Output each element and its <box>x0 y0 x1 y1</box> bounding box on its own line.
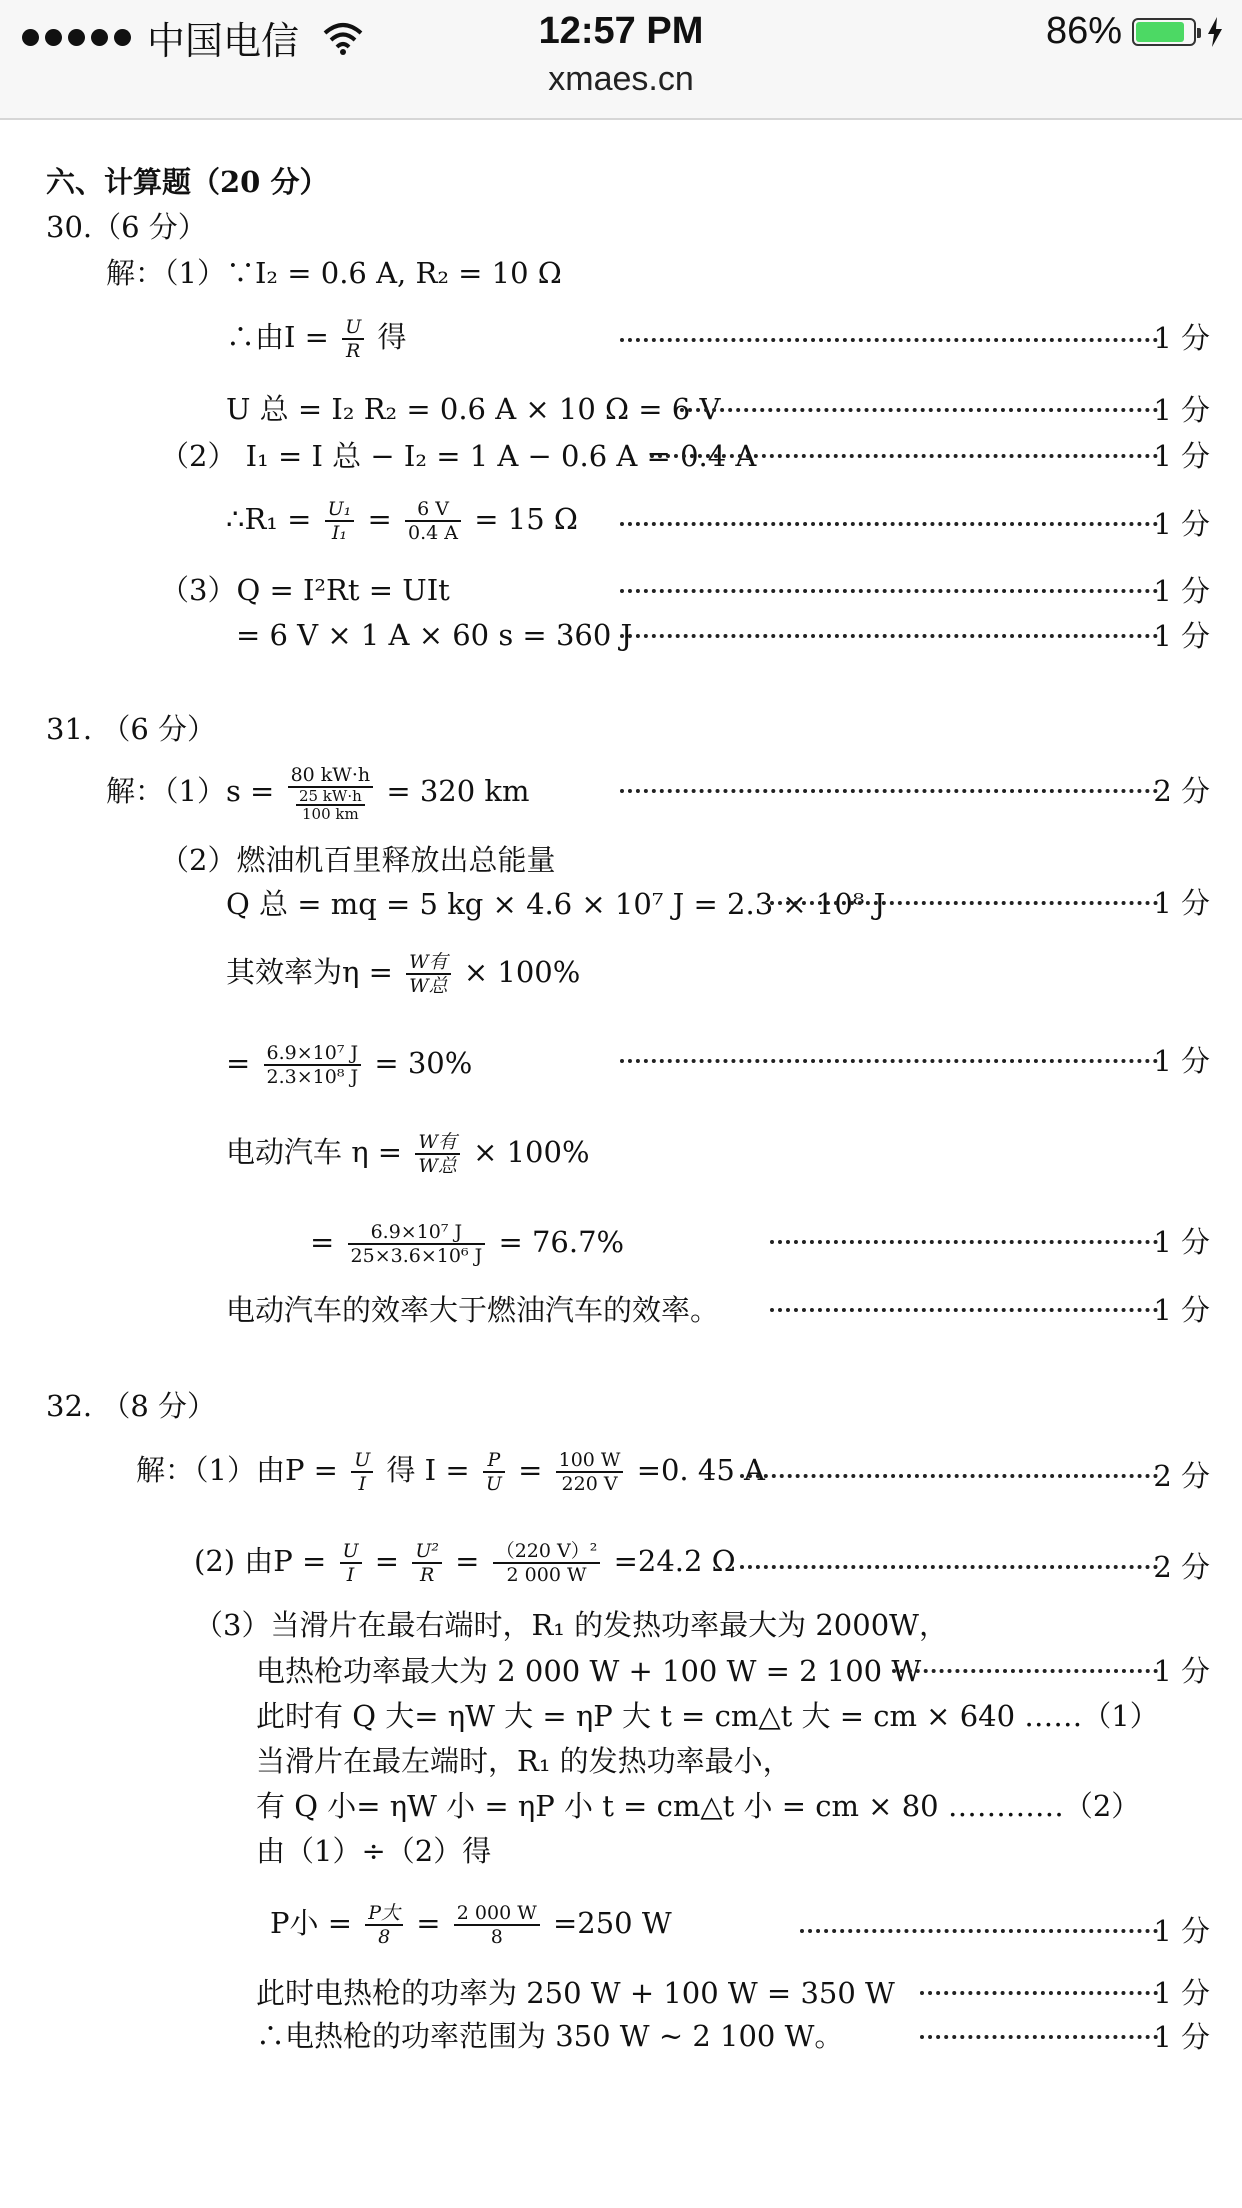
q32-line5: 此时有 Q 大= ηW 大 = ηP 大 t = cm△t 大 = cm × 640 ……（1） <box>256 1699 1159 1733</box>
q32-line11: ∴电热枪的功率范围为 350 W ~ 2 100 W。 <box>256 2019 844 2053</box>
battery-percent: 86% <box>1045 10 1122 52</box>
dot-leader <box>920 1987 1158 1995</box>
dot-leader <box>620 630 1158 638</box>
dot-leader <box>770 1236 1158 1244</box>
q32-line10: 此时电热枪的功率为 250 W + 100 W = 350 W <box>256 1976 895 2010</box>
q32-line2: (2) 由P = $\frac{U}{I}$ = $\frac{\text{U²}}{R}$ = $\frac{\text{（220 V）²}}{2 000 W}$ =24.2 Ω <box>194 1540 736 1586</box>
q30-line5: ∴R₁ = $\frac{\text{U₁}}{\text{I₁}}$ = $\frac{6 V}{0.4 A}$ = 15 Ω <box>226 498 578 544</box>
q31-score-2: 1 分 <box>1153 886 1210 920</box>
q30-line4: （2） I₁ = I 总 − I₂ = 1 A − 0.6 A = 0.4 A <box>160 439 757 473</box>
dot-leader <box>920 2031 1158 2039</box>
q32-line9: P小 = $\frac{\text{P大}}{8}$ = $\frac{2 000 W}{8}$ =250 W <box>270 1902 672 1948</box>
q31-line4: 其效率为η = $\frac{\text{W有}}{\text{W总}}$ × 100% <box>226 951 581 997</box>
answer-document <box>0 120 1242 2208</box>
q32-title: 32. （8 分） <box>46 1389 217 1423</box>
dot-leader <box>620 518 1158 526</box>
q31-score-4: 1 分 <box>1153 1225 1210 1259</box>
url-bar[interactable]: xmaes.cn <box>548 60 694 98</box>
status-bar <box>0 0 1242 120</box>
q32-score-4: 1 分 <box>1153 1914 1210 1948</box>
q32-score-1: 2 分 <box>1153 1459 1210 1493</box>
q31-line7: = $\frac{\text{6.9×10⁷ J}}{\text{25×3.6×10⁶ J}}$ = 76.7% <box>310 1221 625 1267</box>
charging-bolt-icon <box>1206 17 1224 47</box>
dot-leader <box>740 1561 1158 1569</box>
q30-line2: ∴由I = $\frac{U}{R}$ 得 <box>226 316 407 362</box>
dot-leader <box>650 450 1158 458</box>
dot-leader <box>680 404 1158 412</box>
section-title: 六、计算题（20 分） <box>46 165 329 199</box>
q30-score-2: 1 分 <box>1153 393 1210 427</box>
dot-leader <box>770 897 1158 905</box>
q30-score-5: 1 分 <box>1153 574 1210 608</box>
q32-score-5: 1 分 <box>1153 1976 1210 2010</box>
battery-area <box>1046 10 1224 53</box>
q30-score-3: 1 分 <box>1153 439 1210 473</box>
q30-line1: 解：（1）∵I₂ = 0.6 A, R₂ = 10 Ω <box>106 256 562 290</box>
q31-line2: （2）燃油机百里释放出总能量 <box>160 843 556 877</box>
q32-score-3: 1 分 <box>1153 1654 1210 1688</box>
q32-line4: 电热枪功率最大为 2 000 W + 100 W = 2 100 W <box>256 1654 922 1688</box>
dot-leader <box>620 334 1158 342</box>
q32-line7: 有 Q 小= ηW 小 = ηP 小 t = cm△t 小 = cm × 80 …………（2） <box>256 1789 1141 1823</box>
clock: 12:57 PM <box>538 10 704 52</box>
q30-score-6: 1 分 <box>1153 619 1210 653</box>
q30-title: 30.（6 分） <box>46 210 207 244</box>
dot-leader <box>770 1304 1158 1312</box>
q31-score-3: 1 分 <box>1153 1044 1210 1078</box>
q32-score-2: 2 分 <box>1153 1550 1210 1584</box>
q30-score-1: 1 分 <box>1153 321 1210 355</box>
q32-line1: 解：（1）由P = $\frac{U}{I}$ 得 I = $\frac{P}{U}$ = $\frac{100 W}{220 V}$ =0. 45 A <box>136 1449 765 1495</box>
carrier-name: 中国电信 <box>147 21 300 63</box>
dot-leader <box>740 1470 1158 1478</box>
q30-line3: U 总 = I₂ R₂ = 0.6 A × 10 Ω = 6 V <box>226 392 721 426</box>
q30-line7: = 6 V × 1 A × 60 s = 360 J <box>236 618 633 652</box>
q30-score-4: 1 分 <box>1153 507 1210 541</box>
dot-leader <box>620 1055 1158 1063</box>
q32-line6: 当滑片在最左端时，R₁ 的发热功率最小， <box>256 1744 792 1778</box>
dot-leader <box>620 585 1158 593</box>
battery-icon <box>1132 18 1196 46</box>
q31-line1: 解：（1）s = $\frac{80 kW\cdot h}{\frac{25 kW\cdot h}{100 km}}$ = 320 km <box>106 764 530 823</box>
q32-line3: （3）当滑片在最右端时，R₁ 的发热功率最大为 2000W， <box>194 1608 948 1642</box>
q31-score-5: 1 分 <box>1153 1293 1210 1327</box>
q32-line8: 由（1）÷（2）得 <box>256 1834 492 1868</box>
dot-leader <box>800 1925 1158 1933</box>
q31-score-1: 2 分 <box>1153 774 1210 808</box>
q31-line5: = $\frac{\text{6.9×10⁷ J}}{\text{2.3×10⁸ J}}$ = 30% <box>226 1042 473 1088</box>
q31-line3: Q 总 = mq = 5 kg × 4.6 × 10⁷ J = 2.3 × 10⁸ J <box>226 887 886 921</box>
q30-line6: （3）Q = I²Rt = UIt <box>160 573 450 607</box>
dot-leader <box>892 1665 1158 1673</box>
q31-line8: 电动汽车的效率大于燃油汽车的效率。 <box>226 1293 720 1327</box>
dot-leader <box>620 785 1158 793</box>
q32-score-6: 1 分 <box>1153 2020 1210 2054</box>
q31-line6: 电动汽车 η = $\frac{\text{W有}}{\text{W总}}$ × 100% <box>226 1131 590 1177</box>
q31-title: 31. （6 分） <box>46 712 217 746</box>
